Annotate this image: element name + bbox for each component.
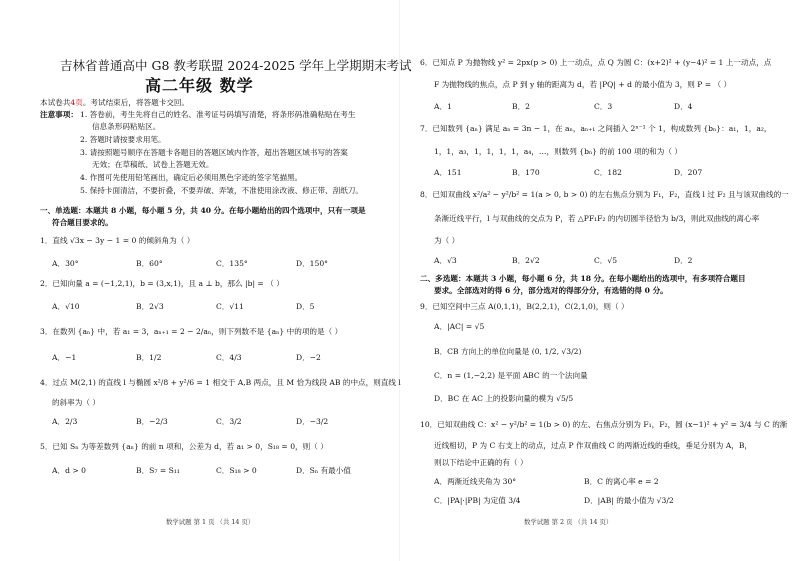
q5-option-c: C．S₁₈ > 0: [216, 466, 257, 475]
q9-option-a: A．|AC| = √5: [434, 322, 485, 331]
q1-option-b: B．60°: [136, 259, 163, 268]
section-1-heading-2: 符合题目要求的。: [52, 218, 113, 227]
q2-option-b: B．2√3: [136, 302, 164, 311]
q6-option-b: B．2: [512, 102, 531, 111]
q3-stem: 3．在数列 {aₙ} 中，若 a₁ = 3，aₙ₊₁ = 2 − 2/aₙ，则下列数不是 {aₙ} 中的项的是（ ）: [40, 327, 343, 336]
q5-option-b: B．S₇ = S₁₁: [136, 466, 180, 475]
q7-option-a: A．151: [434, 168, 462, 177]
intro-suffix: 。考试结束后，将答题卡交回。: [82, 98, 190, 107]
q5-option-a: A．d > 0: [52, 466, 86, 475]
q4-stem-2: 的斜率为（ ）: [52, 398, 100, 407]
q6-option-a: A．1: [434, 102, 452, 111]
q1-stem: 1．直线 √3x − 3y − 1 = 0 的倾斜角为（ ）: [40, 236, 195, 245]
q6-option-d: D．4: [674, 102, 693, 111]
page-1-footer: 数学试题 第 1 页 （共 14 页）: [166, 518, 255, 526]
intro-pages: 4页: [70, 98, 83, 107]
q9-option-b: B．CB 方向上的单位向量是 (0, 1/2, √3/2): [434, 347, 582, 356]
exam-title: 吉林省普通高中 G8 教考联盟 2024-2025 学年上学期期末考试: [60, 58, 412, 73]
q8-stem: 8．已知双曲线 x²/a² − y²/b² = 1(a > 0, b > 0) 的左右焦点分别为 F₁，F₂，直线 l 过 F₂ 且与该双曲线的一: [420, 190, 789, 199]
q8-option-a: A．√3: [434, 256, 457, 265]
q3-option-a: A．−1: [52, 353, 77, 362]
q2-option-c: C．√11: [216, 302, 244, 311]
q8-option-c: C．√5: [594, 256, 618, 265]
q7-stem: 7．已知数列 {aₙ} 满足 aₙ = 3n − 1，在 aₙ，aₙ₊₁ 之间插入 2ⁿ⁻¹ 个 1，构成数列 {bₙ}：a₁，1，a₂，: [420, 124, 772, 133]
subject-title: 高二年级 数学: [145, 76, 254, 95]
q10-option-a: A．两渐近线夹角为 30°: [434, 477, 517, 486]
q3-option-d: D．−2: [296, 353, 321, 362]
q7-option-b: B．170: [512, 168, 540, 177]
q8-option-d: D．2: [674, 256, 693, 265]
q6-stem: 6．已知点 P 为抛物线 y² = 2px(p > 0) 上一动点，点 Q 为圆 C：(x+2)² + (y−4)² = 1 上一动点，点: [420, 58, 772, 67]
q8-option-b: B．2√2: [512, 256, 540, 265]
q10-option-d: D．|AB| 的最小值为 √3/2: [584, 496, 674, 505]
q2-stem: 2．已知向量 a = (−1,2,1)，b = (3,x,1)，且 a ⊥ b，那么 |b| = （ ）: [40, 279, 284, 288]
q4-option-d: D．−3/2: [296, 417, 329, 426]
q5-stem: 5．已知 Sₙ 为等差数列 {aₙ} 的前 n 项和，公差为 d，若 a₁ > 0，S₁₈ = 0，则（ ）: [40, 442, 328, 451]
section-2-heading-2: 要求。全部选对的得 6 分，部分选对的得部分分，有选错的得 0 分。: [434, 286, 668, 295]
exam-page-2: [400, 0, 794, 561]
notice-3b: 无效；在草稿纸、试卷上答题无效。: [92, 160, 214, 169]
q5-option-d: D．Sₙ 有最小值: [296, 466, 351, 475]
intro-prefix: 本试卷共: [40, 98, 71, 107]
section-1-heading: 一、单选题：本题共 8 小题，每小题 5 分，共 40 分。在每小题给出的四个选项中，只有一项是: [40, 206, 366, 215]
q10-stem: 10．已知双曲线 C：x² − y²/b² = 1(b > 0) 的左、右焦点分别为 F₁，F₂，圆 (x−1)² + y² = 3/4 与 C 的渐: [420, 420, 788, 429]
notice-label: 注意事项：: [40, 110, 78, 119]
q1-option-d: D．150°: [296, 259, 328, 268]
q7-stem-2: 1，1，a₃，1，1，1，1，a₄，…，则数列 {bₙ} 的前 100 项的和为（ ）: [434, 147, 682, 156]
q10-stem-2: 近线相切，P 为 C 右支上的动点，过点 P 作双曲线 C 的两渐近线的垂线，垂足分别为 A，B，: [434, 441, 752, 450]
q3-option-b: B．1/2: [136, 353, 162, 362]
q3-option-c: C．4/3: [216, 353, 242, 362]
q1-option-a: A．30°: [52, 259, 79, 268]
q9-stem: 9．已知空间中三点 A(0,1,1)，B(2,2,1)，C(2,1,0)，则（ ）: [420, 302, 629, 311]
q4-option-a: A．2/3: [52, 417, 78, 426]
q6-stem-2: F 为抛物线的焦点，点 P 到 y 轴的距离为 d，若 |PQ| + d 的最小值为 3，则 P = （ ）: [434, 80, 732, 89]
notice-4: 4. 作图可先使用铅笔画出，确定后必须用黑色字迹的签字笔描黑。: [80, 173, 303, 182]
q2-option-a: A．√10: [52, 302, 80, 311]
q6-option-c: C．3: [594, 102, 613, 111]
notice-2: 2. 答题时请按要求用笔。: [80, 135, 166, 144]
q7-option-c: C．182: [594, 168, 622, 177]
q10-option-c: C．|PA|·|PB| 为定值 3/4: [434, 496, 521, 505]
q4-option-c: C．3/2: [216, 417, 242, 426]
q9-option-d: D．BC 在 AC 上的投影向量的模为 √5/5: [434, 394, 574, 403]
q4-stem: 4．过点 M(2,1) 的直线 l 与椭圆 x²/8 + y²/6 = 1 相交于 A,B 两点，且 M 恰为线段 AB 的中点，则直线 l: [40, 378, 401, 387]
intro-line: [40, 98, 189, 107]
q9-option-c: C．n = (1,−2,2) 是平面 ABC 的一个法向量: [434, 371, 588, 380]
notice-1b: 信息条形码粘贴区。: [92, 122, 161, 131]
notice-5: 5. 保持卡面清洁，不要折叠，不要弄破、弄皱，不准使用涂改液、修正带、刮纸刀。: [80, 186, 364, 195]
q2-option-d: D．5: [296, 302, 315, 311]
q10-option-b: B．C 的离心率 e = 2: [584, 477, 659, 486]
notice-1: 1. 答卷前，考生先将自己的姓名、准考证号码填写清楚，将条形码准确粘贴在考生: [80, 110, 356, 119]
q1-option-c: C．135°: [216, 259, 248, 268]
q7-option-d: D．207: [674, 168, 703, 177]
q4-option-b: B．−2/3: [136, 417, 168, 426]
q8-stem-2: 条渐近线平行，l 与双曲线的交点为 P，若 △PF₁F₂ 的内切圆半径恰为 b/3，则此双曲线的离心率: [434, 214, 760, 223]
q10-stem-3: 则以下结论中正确的有（ ）: [434, 458, 528, 467]
page-2-footer: 数学试题 第 2 页 （共 14 页）: [524, 518, 613, 526]
section-2-heading: 二、多选题：本题共 3 小题，每小题 6 分，共 18 分。在每小题给出的选项中，有多项符合题目: [420, 274, 746, 283]
notice-3: 3. 请按照题号顺序在答题卡各题目的答题区域内作答，超出答题区域书写的答案: [80, 148, 348, 157]
q8-stem-3: 为（ ）: [434, 236, 460, 245]
